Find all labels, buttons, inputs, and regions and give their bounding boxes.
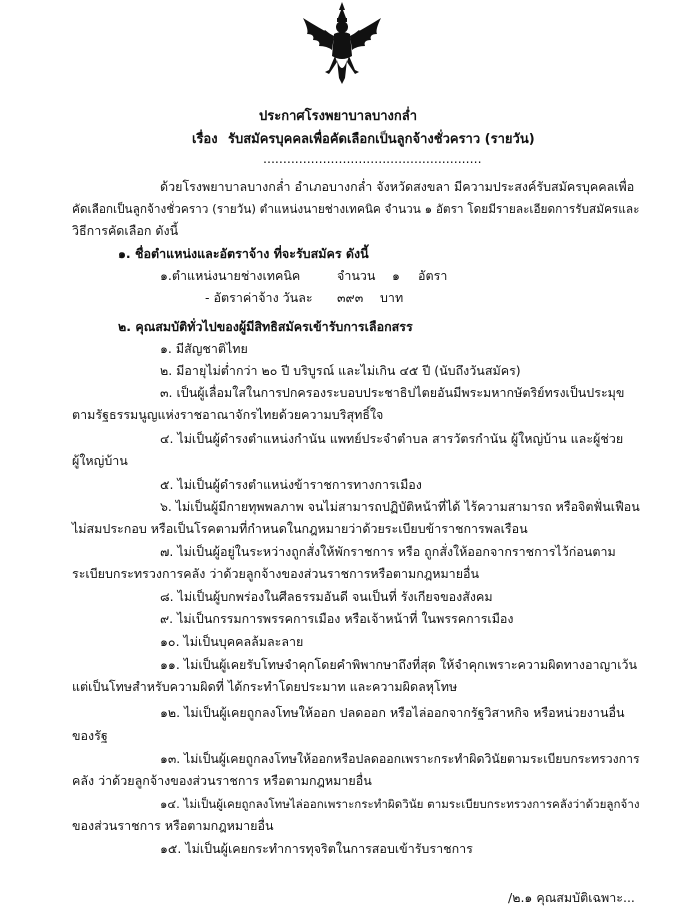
garuda-emblem-icon [299,0,385,86]
qualification-item: ๓. เป็นผู้เลื่อมใสในการปกครองระบอบประชาธิปไตยอันมีพระมหากษัตริย์ทรงเป็นประมุข [160,385,625,400]
qualification-item: ๕. ไม่เป็นผู้ดำรงตำแหน่งข้าราชการทางการเมือง [160,477,422,492]
count-unit: อัตรา [418,268,448,283]
subject-text: รับสมัครบุคคลเพื่อคัดเลือกเป็นลูกจ้างชั่วคราว (รายวัน) [228,132,535,147]
page-title: ประกาศโรงพยาบาลบางกล่ำ [259,109,417,124]
position-label: ๑.ตำแหน่งนายช่างเทคนิค [160,268,301,283]
qualification-item: ๑๕. ไม่เป็นผู้เคยกระทำการทุจริตในการสอบเข้ารับราชการ [160,841,473,856]
qualification-item: ๖. ไม่เป็นผู้มีกายทุพพลภาพ จนไม่สามารถปฏิบัติหน้าที่ได้ ไร้ความสามารถ หรือจิตฟั่นเฟือน [160,499,640,514]
intro-line: วิธีการคัดเลือก ดังนี้ [72,223,179,238]
qualification-item-cont: ไม่สมประกอบ หรือเป็นโรคตามที่กำหนดในกฎหมายว่าด้วยระเบียบข้าราชการพลเรือน [72,521,528,536]
wage-label: - อัตราค่าจ้าง วันละ [205,290,313,305]
qualification-item: ๑๐. ไม่เป็นบุคคลล้มละลาย [160,634,304,649]
qualification-item: ๑๔. ไม่เป็นผู้เคยถูกลงโทษไล่ออกเพราะกระทำผิดวินัย ตามระเบียบกระทรวงการคลังว่าด้วยลูกจ้าง [160,797,640,811]
qualification-item-cont: ของรัฐ [72,728,108,743]
title-divider: ....................................................... [263,151,482,166]
section1-heading: ๑. ชื่อตำแหน่งและอัตราจ้าง ที่จะรับสมัคร ดังนี้ [118,246,369,261]
continuation-note: /๒.๑ คุณสมบัติเฉพาะ... [508,890,635,905]
qualification-item-cont: ของส่วนราชการ หรือตามกฎหมายอื่น [72,818,274,833]
count-label: จำนวน [337,268,376,283]
wage-unit: บาท [380,290,404,305]
intro-line: ด้วยโรงพยาบาลบางกล่ำ อำเภอบางกล่ำ จังหวัดสงขลา มีความประสงค์รับสมัครบุคคลเพื่อ [160,179,635,194]
qualification-item-cont: ตามรัฐธรรมนูญแห่งราชอาณาจักรไทยด้วยความบริสุทธิ์ใจ [72,407,384,422]
section2-heading: ๒. คุณสมบัติทั่วไปของผู้มีสิทธิสมัครเข้ารับการเลือกสรร [118,319,413,334]
qualification-item-cont: แต่เป็นโทษสำหรับความผิดที่ ได้กระทำโดยประมาท และความผิดลหุโทษ [72,679,458,694]
wage-value: ๓๙๓ [337,290,364,305]
qualification-item: ๑. มีสัญชาติไทย [160,341,248,356]
qualification-item: ๑๒. ไม่เป็นผู้เคยถูกลงโทษให้ออก ปลดออก หรือไล่ออกจากรัฐวิสาหกิจ หรือหน่วยงานอื่น [160,705,625,720]
qualification-item: ๑๓. ไม่เป็นผู้เคยถูกลงโทษให้ออกหรือปลดออกเพราะกระทำผิดวินัยตามระเบียบกระทรวงการ [160,752,640,766]
qualification-item: ๘. ไม่เป็นผู้บกพร่องในศีลธรรมอันดี จนเป็นที่ รังเกียจของสังคม [160,589,493,604]
count-value: ๑ [392,268,400,283]
qualification-item: ๔. ไม่เป็นผู้ดำรงตำแหน่งกำนัน แพทย์ประจำตำบล สารวัตรกำนัน ผู้ใหญ่บ้าน และผู้ช่วย [160,431,624,446]
qualification-item-cont: คลัง ว่าด้วยลูกจ้างของส่วนราชการ หรือตามกฎหมายอื่น [72,773,372,788]
qualification-item: ๙. ไม่เป็นกรรมการพรรคการเมือง หรือเจ้าหน้าที่ ในพรรคการเมือง [160,611,514,626]
qualification-item: ๒. มีอายุไม่ต่ำกว่า ๒๐ ปี บริบูรณ์ และไม่เกิน ๔๕ ปี (นับถึงวันสมัคร) [160,363,521,378]
qualification-item: ๗. ไม่เป็นผู้อยู่ในระหว่างถูกสั่งให้พักราชการ หรือ ถูกสั่งให้ออกจากราชการไว้ก่อนตาม [160,544,616,559]
intro-line: คัดเลือกเป็นลูกจ้างชั่วคราว (รายวัน) ตำแหน่งนายช่างเทคนิค จำนวน ๑ อัตรา โดยมีรายละเอียดการรับสมัครและ [72,202,640,216]
qualification-item-cont: ผู้ใหญ่บ้าน [72,453,128,468]
subject-label: เรื่อง [192,132,218,147]
qualification-item: ๑๑. ไม่เป็นผู้เคยรับโทษจำคุกโดยคำพิพากษาถึงที่สุด ให้จำคุกเพราะความผิดทางอาญาเว้น [160,657,638,672]
qualification-item-cont: ระเบียบกระทรวงการคลัง ว่าด้วยลูกจ้างของส่วนราชการหรือตามกฎหมายอื่น [72,566,480,581]
